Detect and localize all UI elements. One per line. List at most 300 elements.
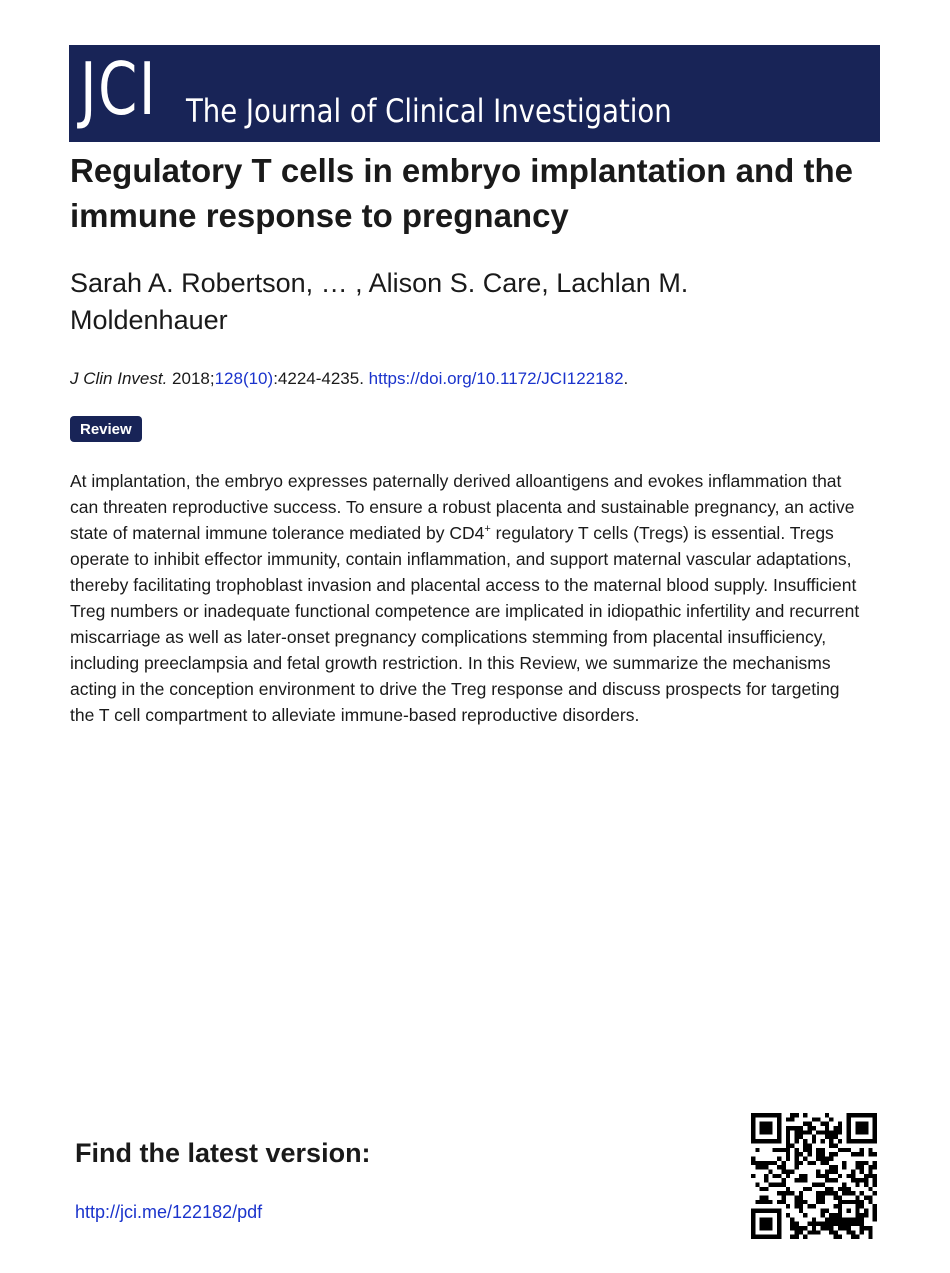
- qr-module: [860, 1139, 864, 1143]
- qr-module: [860, 1122, 864, 1126]
- qr-module: [873, 1126, 877, 1130]
- qr-module: [860, 1230, 864, 1234]
- qr-module: [768, 1200, 772, 1204]
- qr-module: [764, 1222, 768, 1226]
- qr-module: [821, 1152, 825, 1156]
- abstract: [70, 468, 860, 728]
- citation: [70, 367, 628, 391]
- qr-module: [851, 1191, 855, 1195]
- qr-module: [760, 1200, 764, 1204]
- latest-version-link[interactable]: http://jci.me/122182/pdf: [75, 1202, 263, 1222]
- qr-module: [816, 1200, 820, 1204]
- qr-module: [847, 1230, 851, 1234]
- qr-module: [812, 1217, 816, 1221]
- qr-module: [860, 1126, 864, 1130]
- qr-module: [764, 1113, 768, 1117]
- qr-module: [873, 1135, 877, 1139]
- qr-module: [794, 1235, 798, 1239]
- qr-module: [812, 1230, 816, 1234]
- qr-module: [751, 1230, 755, 1234]
- qr-module: [860, 1178, 864, 1182]
- qr-module: [777, 1130, 781, 1134]
- qr-module: [821, 1139, 825, 1143]
- qr-module: [873, 1152, 877, 1156]
- qr-module: [821, 1156, 825, 1160]
- qr-module: [825, 1161, 829, 1165]
- qr-module: [777, 1117, 781, 1121]
- qr-module: [786, 1169, 790, 1173]
- qr-module: [781, 1200, 785, 1204]
- qr-module: [777, 1191, 781, 1195]
- qr-module: [838, 1130, 842, 1134]
- qr-module: [816, 1191, 820, 1195]
- qr-module: [873, 1130, 877, 1134]
- qr-module: [777, 1183, 781, 1187]
- qr-module: [860, 1169, 864, 1173]
- qr-module: [794, 1230, 798, 1234]
- qr-module: [781, 1169, 785, 1173]
- qr-module: [799, 1135, 803, 1139]
- citation-journal: J Clin Invest.: [70, 369, 168, 388]
- qr-module: [816, 1174, 820, 1178]
- qr-module: [829, 1156, 833, 1160]
- qr-module: [777, 1222, 781, 1226]
- qr-module: [860, 1161, 864, 1165]
- qr-module: [781, 1178, 785, 1182]
- qr-module: [794, 1126, 798, 1130]
- qr-module: [864, 1226, 868, 1230]
- qr-module: [816, 1148, 820, 1152]
- qr-module: [764, 1217, 768, 1221]
- qr-module: [873, 1209, 877, 1213]
- qr-module: [790, 1117, 794, 1121]
- qr-module: [816, 1156, 820, 1160]
- qr-module: [794, 1204, 798, 1208]
- qr-module: [851, 1178, 855, 1182]
- citation-end: .: [623, 369, 629, 388]
- qr-module: [799, 1130, 803, 1134]
- jci-logo: JCI: [80, 47, 158, 131]
- qr-module: [829, 1139, 833, 1143]
- qr-module: [751, 1209, 755, 1213]
- qr-module: [807, 1187, 811, 1191]
- qr-module: [821, 1213, 825, 1217]
- qr-module: [755, 1235, 759, 1239]
- qr-module: [764, 1187, 768, 1191]
- qr-module: [825, 1191, 829, 1195]
- qr-module: [760, 1235, 764, 1239]
- qr-module: [825, 1113, 829, 1117]
- qr-module: [794, 1135, 798, 1139]
- qr-module: [838, 1148, 842, 1152]
- qr-module: [794, 1161, 798, 1165]
- qr-module: [799, 1226, 803, 1230]
- qr-module: [834, 1130, 838, 1134]
- qr-module: [838, 1196, 842, 1200]
- qr-module: [834, 1204, 838, 1208]
- qr-module: [864, 1174, 868, 1178]
- qr-module: [751, 1130, 755, 1134]
- qr-module: [829, 1226, 833, 1230]
- qr-module: [825, 1209, 829, 1213]
- qr-module: [786, 1187, 790, 1191]
- qr-module: [847, 1126, 851, 1130]
- qr-module: [851, 1235, 855, 1239]
- qr-module: [786, 1139, 790, 1143]
- qr-module: [868, 1174, 872, 1178]
- qr-module: [825, 1222, 829, 1226]
- qr-module: [781, 1191, 785, 1195]
- qr-module: [803, 1148, 807, 1152]
- qr-module: [799, 1209, 803, 1213]
- qr-module: [812, 1135, 816, 1139]
- qr-module: [773, 1139, 777, 1143]
- qr-module: [829, 1191, 833, 1195]
- qr-module: [751, 1226, 755, 1230]
- qr-module: [864, 1139, 868, 1143]
- qr-module: [764, 1178, 768, 1182]
- qr-module: [816, 1230, 820, 1234]
- qr-module: [768, 1226, 772, 1230]
- qr-module: [807, 1130, 811, 1134]
- qr-module: [838, 1174, 842, 1178]
- qr-module: [873, 1122, 877, 1126]
- qr-module: [751, 1222, 755, 1226]
- qr-module: [868, 1235, 872, 1239]
- qr-module: [807, 1122, 811, 1126]
- qr-module: [794, 1152, 798, 1156]
- qr-module: [755, 1200, 759, 1204]
- qr-module: [829, 1178, 833, 1182]
- qr-module: [816, 1152, 820, 1156]
- qr-module: [768, 1113, 772, 1117]
- qr-module: [821, 1196, 825, 1200]
- qr-module: [777, 1209, 781, 1213]
- qr-module: [764, 1235, 768, 1239]
- qr-module: [755, 1113, 759, 1117]
- qr-module: [751, 1122, 755, 1126]
- volume-issue-link[interactable]: 128(10): [214, 369, 274, 388]
- qr-module: [838, 1213, 842, 1217]
- article-authors: Sarah A. Robertson, … , Alison S. Care, Lachlan M. Moldenhauer: [70, 268, 689, 335]
- qr-module: [777, 1148, 781, 1152]
- qr-module: [751, 1174, 755, 1178]
- qr-module: [773, 1148, 777, 1152]
- qr-module: [855, 1130, 859, 1134]
- qr-module: [847, 1174, 851, 1178]
- qr-module: [864, 1161, 868, 1165]
- qr-module: [855, 1126, 859, 1130]
- qr-module: [864, 1196, 868, 1200]
- qr-module: [786, 1143, 790, 1147]
- qr-module: [816, 1169, 820, 1173]
- citation-pages: :4224-4235.: [273, 369, 369, 388]
- qr-module: [842, 1187, 846, 1191]
- qr-module: [790, 1222, 794, 1226]
- qr-module: [855, 1122, 859, 1126]
- qr-module: [786, 1130, 790, 1134]
- qr-module: [803, 1139, 807, 1143]
- qr-module: [755, 1183, 759, 1187]
- qr-module: [873, 1113, 877, 1117]
- qr-module: [851, 1152, 855, 1156]
- qr-module: [773, 1183, 777, 1187]
- qr-module: [855, 1222, 859, 1226]
- qr-module: [829, 1187, 833, 1191]
- qr-module: [794, 1165, 798, 1169]
- qr-module: [781, 1165, 785, 1169]
- qr-module: [825, 1187, 829, 1191]
- qr-module: [851, 1139, 855, 1143]
- qr-module: [768, 1169, 772, 1173]
- qr-module: [868, 1230, 872, 1234]
- qr-module: [764, 1165, 768, 1169]
- qr-module: [794, 1148, 798, 1152]
- qr-module: [864, 1122, 868, 1126]
- qr-module: [812, 1117, 816, 1121]
- journal-banner: [69, 45, 880, 142]
- qr-module: [821, 1200, 825, 1204]
- qr-module: [864, 1213, 868, 1217]
- qr-module: [847, 1217, 851, 1221]
- qr-module: [864, 1183, 868, 1187]
- qr-module: [764, 1161, 768, 1165]
- qr-module: [764, 1130, 768, 1134]
- qr-module: [868, 1113, 872, 1117]
- qr-module: [834, 1217, 838, 1221]
- qr-module: [873, 1174, 877, 1178]
- qr-module: [764, 1126, 768, 1130]
- qr-module: [812, 1183, 816, 1187]
- qr-module: [873, 1183, 877, 1187]
- qr-module: [816, 1183, 820, 1187]
- qr-module: [794, 1200, 798, 1204]
- qr-module: [855, 1113, 859, 1117]
- qr-module: [825, 1178, 829, 1182]
- qr-module: [807, 1222, 811, 1226]
- qr-module: [873, 1204, 877, 1208]
- qr-module: [864, 1178, 868, 1182]
- qr-module: [760, 1130, 764, 1134]
- qr-module: [855, 1209, 859, 1213]
- qr-module: [834, 1178, 838, 1182]
- qr-module: [786, 1191, 790, 1195]
- qr-module: [751, 1139, 755, 1143]
- qr-module: [794, 1113, 798, 1117]
- qr-module: [829, 1230, 833, 1234]
- qr-module: [825, 1217, 829, 1221]
- qr-module: [838, 1235, 842, 1239]
- qr-module: [751, 1156, 755, 1160]
- qr-module: [847, 1113, 851, 1117]
- qr-module: [773, 1209, 777, 1213]
- qr-module: [864, 1126, 868, 1130]
- qr-module: [868, 1148, 872, 1152]
- qr-module: [755, 1209, 759, 1213]
- qr-module: [825, 1130, 829, 1134]
- qr-module: [829, 1130, 833, 1134]
- qr-module: [781, 1161, 785, 1165]
- qr-module: [764, 1200, 768, 1204]
- qr-module: [860, 1130, 864, 1134]
- qr-module: [821, 1222, 825, 1226]
- qr-module: [786, 1126, 790, 1130]
- qr-module: [790, 1226, 794, 1230]
- qr-module: [842, 1183, 846, 1187]
- qr-module: [807, 1143, 811, 1147]
- qr-module: [773, 1113, 777, 1117]
- qr-module: [829, 1169, 833, 1173]
- qr-module: [781, 1148, 785, 1152]
- qr-module: [834, 1126, 838, 1130]
- qr-module: [751, 1113, 755, 1117]
- qr-module: [838, 1122, 842, 1126]
- qr-module: [777, 1165, 781, 1169]
- qr-module: [773, 1174, 777, 1178]
- qr-module: [777, 1126, 781, 1130]
- qr-module: [777, 1113, 781, 1117]
- qr-module: [768, 1222, 772, 1226]
- qr-module: [803, 1122, 807, 1126]
- qr-module: [799, 1174, 803, 1178]
- qr-module: [764, 1122, 768, 1126]
- doi-link[interactable]: https://doi.org/10.1172/JCI122182: [368, 369, 624, 388]
- qr-module: [751, 1161, 755, 1165]
- qr-module: [803, 1130, 807, 1134]
- qr-module: [786, 1174, 790, 1178]
- qr-module: [768, 1209, 772, 1213]
- qr-module: [829, 1117, 833, 1121]
- abstract-part-2: regulatory T cells (Tregs) is essential. Tregs operate to inhibit effector immunity, contain inflammation, and support maternal vascular adaptations, thereby facilitating trophoblast invasion and placental access to the maternal blood supply. Insufficient Treg numbers or inadequate functional competence are implicated in idiopathic infertility and recurrent miscarriage as well as later-onset pregnancy complications stemming from placental insufficiency, including preeclampsia and fetal growth restriction. In this Review, we summarize the mechanisms acting in the conception environment to drive the Treg response and discuss prospects for targeting the T cell compartment to alleviate immune-based reproductive disorders.: [70, 523, 860, 725]
- qr-module: [864, 1130, 868, 1134]
- qr-module: [760, 1161, 764, 1165]
- qr-module: [799, 1126, 803, 1130]
- qr-module: [790, 1217, 794, 1221]
- qr-module: [803, 1226, 807, 1230]
- qr-module: [834, 1143, 838, 1147]
- qr-module: [868, 1226, 872, 1230]
- qr-module: [829, 1213, 833, 1217]
- qr-module: [821, 1122, 825, 1126]
- qr-module: [868, 1165, 872, 1169]
- qr-module: [755, 1148, 759, 1152]
- qr-module: [807, 1152, 811, 1156]
- qr-module: [768, 1130, 772, 1134]
- qr-module: [847, 1226, 851, 1230]
- qr-module: [860, 1222, 864, 1226]
- qr-module: [821, 1161, 825, 1165]
- qr-module: [803, 1235, 807, 1239]
- qr-module: [829, 1152, 833, 1156]
- qr-module: [807, 1161, 811, 1165]
- find-latest-heading: Find the latest version:: [75, 1138, 371, 1168]
- qr-module: [751, 1235, 755, 1239]
- qr-module: [764, 1139, 768, 1143]
- qr-module: [847, 1209, 851, 1213]
- qr-module: [847, 1187, 851, 1191]
- qr-module: [855, 1217, 859, 1221]
- qr-module: [777, 1217, 781, 1221]
- qr-module: [834, 1222, 838, 1226]
- qr-module: [855, 1152, 859, 1156]
- qr-module: [812, 1126, 816, 1130]
- qr-module: [799, 1200, 803, 1204]
- qr-module: [777, 1139, 781, 1143]
- qr-module: [847, 1130, 851, 1134]
- qr-module: [768, 1217, 772, 1221]
- qr-module: [821, 1209, 825, 1213]
- qr-module: [768, 1126, 772, 1130]
- qr-module: [855, 1161, 859, 1165]
- qr-module: [777, 1156, 781, 1160]
- qr-code: [751, 1113, 877, 1239]
- qr-module: [821, 1174, 825, 1178]
- qr-module: [834, 1235, 838, 1239]
- qr-module: [764, 1174, 768, 1178]
- qr-module: [786, 1148, 790, 1152]
- qr-module: [834, 1230, 838, 1234]
- qr-module: [786, 1135, 790, 1139]
- qr-module: [847, 1135, 851, 1139]
- qr-module: [760, 1126, 764, 1130]
- qr-module: [873, 1117, 877, 1121]
- qr-module: [799, 1204, 803, 1208]
- qr-module: [825, 1226, 829, 1230]
- qr-module: [821, 1191, 825, 1195]
- abstract-part-1: At implantation, the embryo expresses paternally derived alloantigens and evokes inflammation that can threaten reproductive success. To ensure a robust placenta and sustainable pregnancy, an active state of maternal immune tolerance mediated by CD4: [70, 471, 855, 543]
- qr-module: [760, 1209, 764, 1213]
- qr-module: [860, 1213, 864, 1217]
- qr-module: [803, 1187, 807, 1191]
- qr-module: [834, 1135, 838, 1139]
- qr-module: [777, 1213, 781, 1217]
- qr-module: [860, 1200, 864, 1204]
- qr-module: [842, 1226, 846, 1230]
- qr-module: [838, 1139, 842, 1143]
- qr-module: [751, 1135, 755, 1139]
- qr-module: [794, 1222, 798, 1226]
- qr-module: [838, 1209, 842, 1213]
- qr-module: [812, 1139, 816, 1143]
- qr-module: [821, 1130, 825, 1134]
- qr-module: [794, 1178, 798, 1182]
- qr-module: [773, 1235, 777, 1239]
- qr-module: [803, 1174, 807, 1178]
- qr-module: [873, 1178, 877, 1182]
- qr-module: [825, 1126, 829, 1130]
- qr-module: [812, 1204, 816, 1208]
- qr-module: [799, 1191, 803, 1195]
- qr-module: [760, 1113, 764, 1117]
- qr-module: [868, 1169, 872, 1173]
- qr-module: [807, 1148, 811, 1152]
- qr-module: [855, 1183, 859, 1187]
- qr-module: [803, 1200, 807, 1204]
- qr-module: [755, 1161, 759, 1165]
- qr-module: [829, 1143, 833, 1147]
- qr-module: [816, 1222, 820, 1226]
- qr-module: [873, 1217, 877, 1221]
- qr-module: [751, 1217, 755, 1221]
- qr-module: [760, 1217, 764, 1221]
- qr-module: [825, 1156, 829, 1160]
- qr-module: [855, 1196, 859, 1200]
- qr-module: [794, 1156, 798, 1160]
- qr-module: [794, 1196, 798, 1200]
- qr-module: [755, 1139, 759, 1143]
- qr-module: [799, 1161, 803, 1165]
- qr-module: [860, 1148, 864, 1152]
